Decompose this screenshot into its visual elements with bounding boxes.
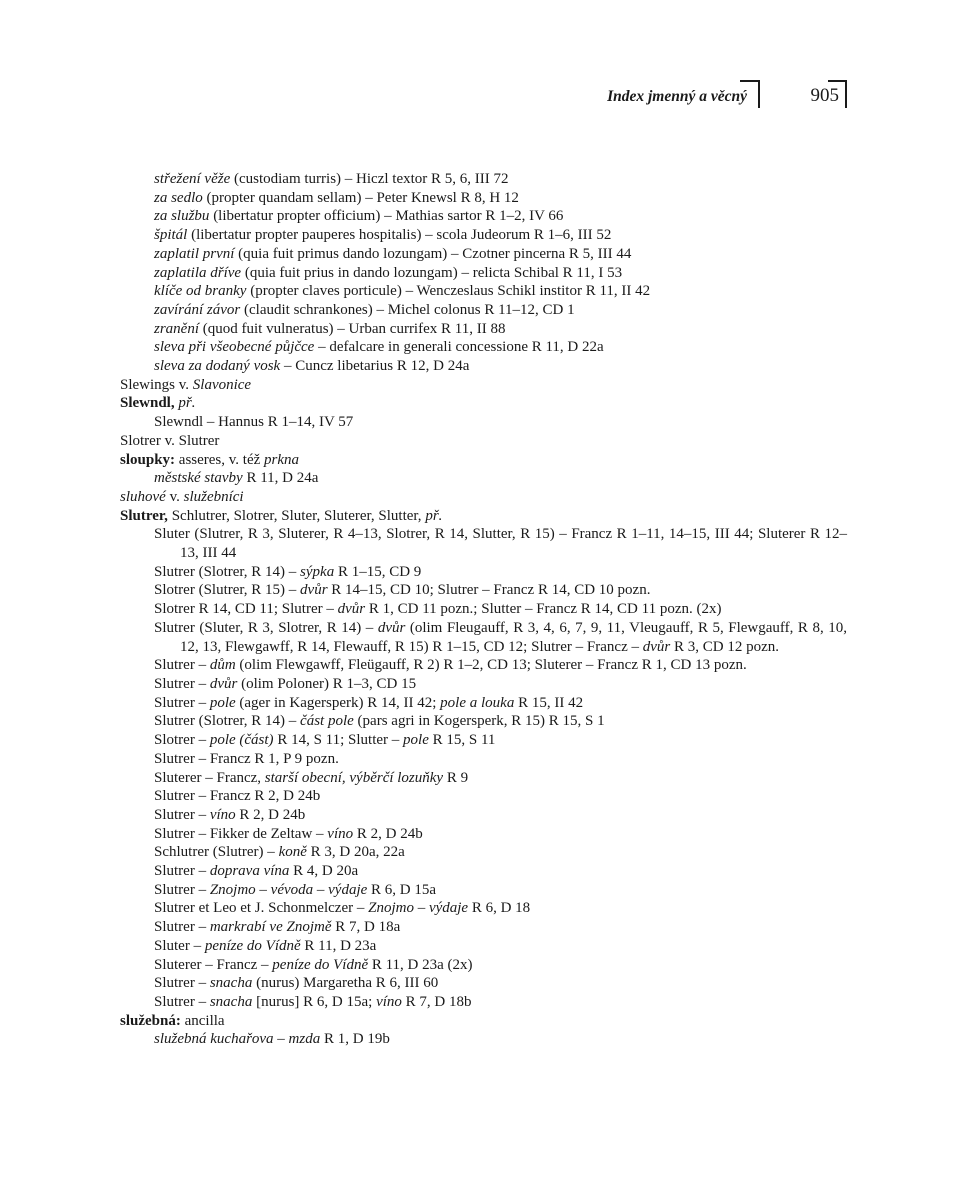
entry-text-segment: zaplatil první: [154, 245, 235, 262]
entry-text-segment: Znojmo – výdaje: [368, 900, 469, 917]
index-subentry-line: [120, 282, 847, 301]
index-subentry-line: [120, 189, 847, 208]
index-subentry-line: [120, 937, 847, 956]
entry-text-segment: př.: [178, 395, 196, 412]
entry-text-segment: Slewndl – Hannus R 1–14, IV 57: [154, 414, 354, 431]
index-subentry-line: [120, 525, 847, 562]
entry-text-segment: R 4, D 20a: [289, 863, 359, 880]
index-subentry-line: [120, 787, 847, 806]
entry-text-segment: zranění: [154, 320, 199, 337]
entry-text-segment: R 14–15, CD 10; Slutrer – Francz R 14, CD 10 pozn.: [327, 582, 651, 599]
index-subentry-line: [120, 469, 847, 488]
entry-text-segment: zavírání závor: [154, 301, 241, 318]
entry-text-segment: sluhové: [120, 488, 166, 505]
entry-text-segment: prkna: [264, 451, 300, 468]
entry-text-segment: R 2, D 24b: [235, 806, 306, 823]
index-subentry-line: [120, 750, 847, 769]
index-subentry-line: [120, 993, 847, 1012]
index-subentry-line: [120, 264, 847, 283]
index-headword-line: [120, 488, 847, 507]
entry-text-segment: R 15, S 11: [428, 732, 496, 749]
entry-text-segment: peníze do Vídně: [204, 937, 301, 954]
entry-text-segment: markrabí ve Znojmě: [209, 919, 332, 936]
entry-text-segment: Slutrer –: [154, 675, 210, 692]
index-subentry-line: [120, 843, 847, 862]
entry-text-segment: Slotrer R 14, CD 11; Slutrer –: [154, 601, 338, 618]
index-subentry-line: [120, 769, 847, 788]
entry-text-segment: (libertatur propter pauperes hospitalis) – scola Judeorum R 1–6, III 52: [187, 227, 612, 244]
entry-text-segment: za sedlo: [154, 189, 203, 206]
entry-text-segment: snacha: [209, 993, 253, 1010]
entry-text-segment: sleva při všeobecné půjčce: [154, 339, 315, 356]
index-headword-line: [120, 507, 847, 526]
index-subentry-line: [120, 338, 847, 357]
index-subentry-line: [120, 731, 847, 750]
index-subentry-line: [120, 918, 847, 937]
entry-text-segment: Sluterer – Francz –: [154, 956, 273, 973]
entry-text-segment: [nurus] R 6, D 15a;: [252, 993, 377, 1010]
entry-text-segment: dvůr: [337, 601, 366, 618]
index-subentry-line: [120, 675, 847, 694]
index-subentry-line: [120, 956, 847, 975]
entry-text-segment: služebná kuchařova – mzda: [154, 1031, 321, 1048]
entry-text-segment: Slutrer –: [154, 657, 210, 674]
index-subentry-line: [120, 1030, 847, 1049]
entry-text-segment: ancilla: [180, 1012, 225, 1029]
entry-text-segment: starší obecní, výběrčí lozuňky: [264, 769, 444, 786]
index-subentry-line: [120, 712, 847, 731]
running-title: Index jmenný a věcný: [607, 88, 747, 105]
header-corner-mark: [740, 80, 760, 108]
entry-text-segment: Sluterer – Francz,: [154, 769, 265, 786]
entry-text-segment: Slutrer –: [154, 863, 210, 880]
entry-text-segment: víno: [209, 806, 236, 823]
index-subentry-line: [120, 170, 847, 189]
entry-text-segment: Slutrer –: [154, 975, 210, 992]
entry-text-segment: R 15, II 42: [514, 694, 584, 711]
entry-text-segment: služebníci: [183, 488, 244, 505]
entry-text-segment: R 14, S 11; Slutter –: [273, 732, 404, 749]
entry-text-segment: (propter quandam sellam) – Peter Knewsl R 8, H 12: [202, 189, 519, 206]
entry-text-segment: Sluter (Slutrer, R 3, Sluterer, R 4–13, Slotrer, R 14, Slutter, R 15) – Francz R 1–11, 14–15, III 44; Sluterer R 12–13, III 44: [154, 526, 847, 562]
entry-text-segment: městské stavby: [154, 470, 243, 487]
entry-text-segment: (propter claves porticule) – Wenczeslaus Schikl institor R 11, II 42: [246, 283, 651, 300]
entry-text-segment: doprava vína: [209, 863, 290, 880]
entry-text-segment: Slewings v.: [120, 376, 193, 393]
entry-text-segment: Slewndl,: [120, 395, 175, 412]
index-subentry-line: [120, 600, 847, 619]
entry-text-segment: špitál: [154, 227, 188, 244]
entry-text-segment: (nurus) Margaretha R 6, III 60: [252, 975, 439, 992]
entry-text-segment: Slutrer –: [154, 806, 210, 823]
index-subentry-line: [120, 226, 847, 245]
entry-text-segment: Slutrer (Sluter, R 3, Slotrer, R 14) –: [154, 619, 378, 636]
index-headword-line: [120, 1012, 847, 1031]
entry-text-segment: Schlutrer, Slotrer, Sluter, Sluterer, Slutter,: [167, 507, 426, 524]
entry-text-segment: Slutrer (Slotrer, R 14) –: [154, 563, 301, 580]
entry-text-segment: Slutrer (Slotrer, R 14) –: [154, 713, 301, 730]
entry-text-segment: Slutrer et Leo et J. Schonmelczer –: [154, 900, 369, 917]
entry-text-segment: Slotrer v. Slutrer: [120, 432, 220, 449]
entry-text-segment: v.: [165, 488, 184, 505]
entry-text-segment: část pole: [300, 713, 354, 730]
index-subentry-line: [120, 581, 847, 600]
entry-text-segment: (olim Poloner) R 1–3, CD 15: [237, 675, 417, 692]
entry-text-segment: R 1, D 19b: [320, 1031, 390, 1048]
entry-text-segment: střežení věže: [154, 171, 231, 187]
entry-text-segment: asseres, v. též: [175, 451, 265, 468]
entry-text-segment: koně: [278, 844, 307, 861]
entry-text-segment: – Cuncz libetarius R 12, D 24a: [280, 358, 470, 375]
entry-text-segment: př.: [425, 507, 443, 524]
entry-text-segment: dům: [209, 657, 236, 674]
index-subentry-line: [120, 245, 847, 264]
entry-text-segment: R 7, D 18a: [331, 919, 401, 936]
entry-text-segment: R 2, D 24b: [353, 825, 423, 842]
entry-text-segment: sleva za dodaný vosk: [154, 358, 281, 375]
entry-text-segment: Slutrer,: [120, 507, 168, 524]
index-subentry-line: [120, 301, 847, 320]
entry-text-segment: R 1–15, CD 9: [334, 563, 422, 580]
index-subentry-line: [120, 207, 847, 226]
entry-text-segment: Slutrer –: [154, 881, 210, 898]
entry-text-segment: pole (část): [209, 732, 274, 749]
page-number: 905: [810, 85, 839, 106]
entry-text-segment: za službu: [154, 208, 210, 225]
index-subentry-line: [120, 881, 847, 900]
entry-text-segment: pole: [209, 694, 236, 711]
entry-text-segment: pole a louka: [440, 694, 515, 711]
entry-text-segment: (custodiam turris) – Hiczl textor R 5, 6, III 72: [230, 171, 509, 187]
entry-text-segment: R 3, D 20a, 22a: [306, 844, 405, 861]
entry-text-segment: sýpka: [300, 563, 335, 580]
entry-text-segment: peníze do Vídně: [272, 956, 369, 973]
entry-text-segment: dvůr: [300, 582, 328, 599]
entry-text-segment: R 11, D 24a: [242, 470, 319, 487]
index-subentry-line: [120, 974, 847, 993]
entry-text-segment: R 6, D 15a: [367, 881, 437, 898]
entry-text-segment: R 11, D 23a (2x): [368, 956, 473, 973]
page-number-corner-mark: [828, 80, 847, 108]
index-subentry-line: [120, 899, 847, 918]
index-subentry-line: [120, 694, 847, 713]
running-header: [0, 80, 960, 110]
entry-text-segment: (pars agri in Kogersperk, R 15) R 15, S 1: [353, 713, 605, 730]
entry-text-segment: Schlutrer (Slutrer) –: [154, 844, 279, 861]
entry-text-segment: Slutrer –: [154, 993, 210, 1010]
entry-text-segment: snacha: [209, 975, 253, 992]
entry-text-segment: dvůr: [377, 619, 406, 636]
index-subentry-line: [120, 357, 847, 376]
index-subentry-line: [120, 619, 847, 656]
entry-text-segment: Sluter –: [154, 937, 205, 954]
index-headword-line: [120, 376, 847, 395]
entry-text-segment: R 9: [443, 769, 469, 786]
index-entries: [120, 170, 847, 1049]
index-subentry-line: [120, 825, 847, 844]
entry-text-segment: (olim Fleugauff, R 3, 4, 6, 7, 9, 11, Vleugauff, R 5, Flewgauff, R 8, 10, 12, 13, Flewgawff, R 14, Flewauff, R 15) R 1–15, CD 12; Slutrer – Francz –: [180, 619, 848, 655]
entry-text-segment: Slutrer – Fikker de Zeltaw –: [154, 825, 328, 842]
entry-text-segment: (olim Flewgawff, Fleügauff, R 2) R 1–2, CD 13; Sluterer – Francz R 1, CD 13 pozn.: [235, 657, 747, 674]
index-subentry-line: [120, 563, 847, 582]
entry-text-segment: (ager in Kagersperk) R 14, II 42;: [235, 694, 441, 711]
entry-text-segment: (libertatur propter officium) – Mathias sartor R 1–2, IV 66: [209, 208, 564, 225]
entry-text-segment: (quod fuit vulneratus) – Urban currifex R 11, II 88: [199, 320, 506, 337]
entry-text-segment: Slotrer (Slutrer, R 15) –: [154, 582, 301, 599]
index-subentry-line: [120, 656, 847, 675]
entry-text-segment: klíče od branky: [154, 283, 247, 300]
entry-text-segment: R 7, D 18b: [401, 993, 472, 1010]
entry-text-segment: Slutrer – Francz R 2, D 24b: [154, 788, 321, 805]
entry-text-segment: zaplatila dříve: [154, 264, 242, 281]
entry-text-segment: Slutrer – Francz R 1, P 9 pozn.: [154, 750, 339, 767]
index-subentry-line: [120, 320, 847, 339]
entry-text-segment: Slavonice: [192, 376, 252, 393]
index-subentry-line: [120, 413, 847, 432]
entry-text-segment: R 1, CD 11 pozn.; Slutter – Francz R 14, CD 11 pozn. (2x): [365, 601, 722, 618]
entry-text-segment: R 6, D 18: [468, 900, 531, 917]
entry-text-segment: R 3, CD 12 pozn.: [670, 638, 779, 655]
entry-text-segment: (claudit schrankones) – Michel colonus R 11–12, CD 1: [240, 301, 575, 318]
entry-text-segment: víno: [376, 993, 402, 1010]
entry-text-segment: služebná:: [120, 1012, 181, 1029]
entry-text-segment: pole: [403, 732, 429, 749]
index-headword-line: [120, 451, 847, 470]
index-subentry-line: [120, 862, 847, 881]
index-headword-line: [120, 432, 847, 451]
entry-text-segment: Slutrer –: [154, 919, 210, 936]
index-subentry-line: [120, 806, 847, 825]
entry-text-segment: víno: [327, 825, 354, 842]
entry-text-segment: Slutrer –: [154, 694, 210, 711]
entry-text-segment: dvůr: [642, 638, 671, 655]
entry-text-segment: sloupky:: [120, 451, 176, 468]
entry-text-segment: dvůr: [209, 675, 238, 692]
entry-text-segment: (quia fuit primus dando lozungam) – Czotner pincerna R 5, III 44: [234, 245, 632, 262]
index-headword-line: [120, 394, 847, 413]
entry-text-segment: Znojmo – vévoda – výdaje: [209, 881, 368, 898]
entry-text-segment: – defalcare in generali concessione R 11, D 22a: [314, 339, 604, 356]
entry-text-segment: Slotrer –: [154, 732, 210, 749]
entry-text-segment: (quia fuit prius in dando lozungam) – relicta Schibal R 11, I 53: [241, 264, 623, 281]
entry-text-segment: R 11, D 23a: [300, 937, 377, 954]
